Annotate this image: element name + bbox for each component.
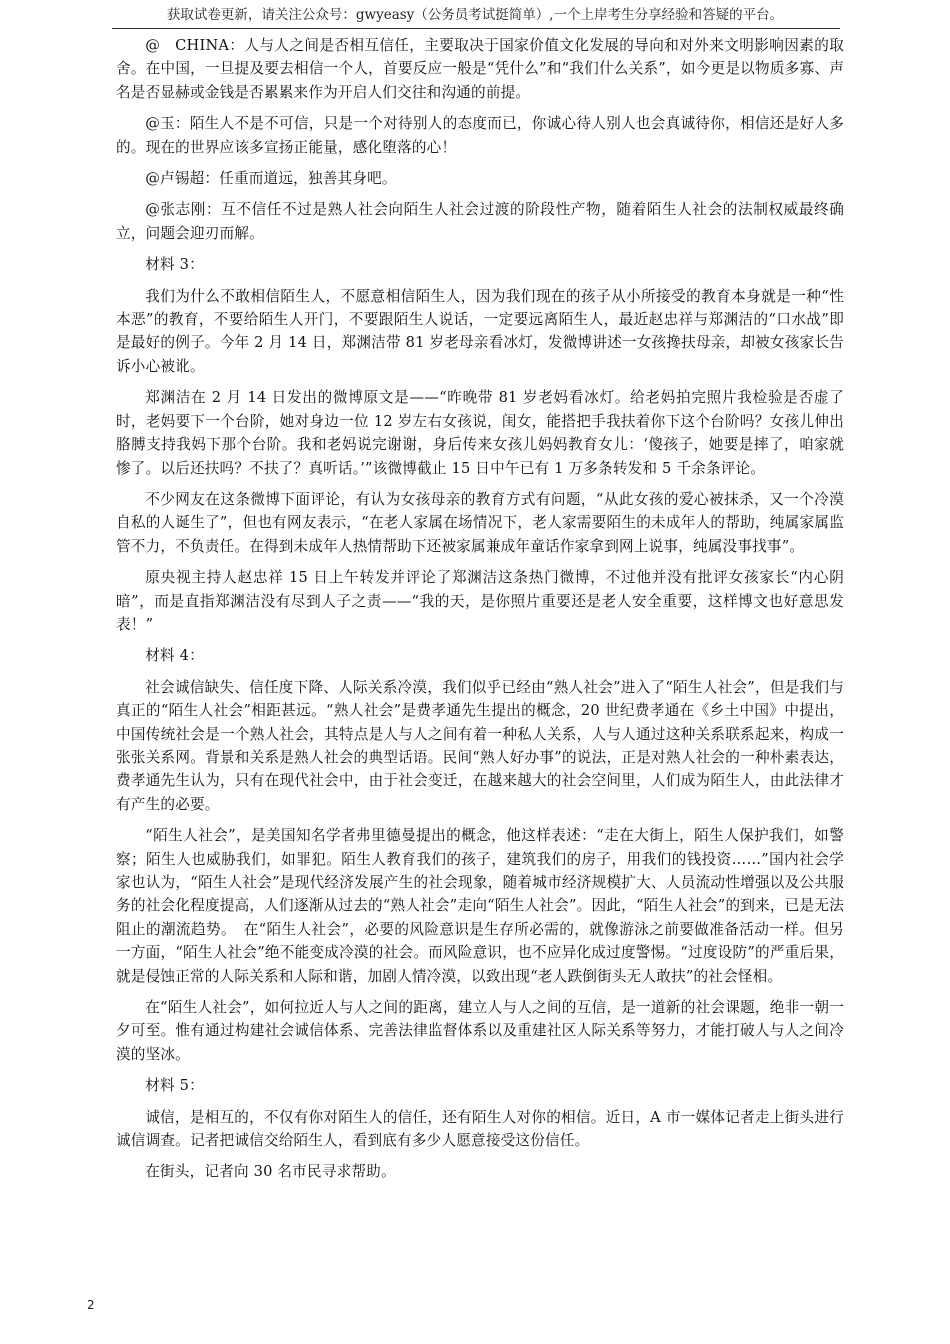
material-4-paragraph: 在“陌生人社会”，如何拉近人与人之间的距离，建立人与人之间的互信，是一道新的社会课题，绝非一朝一夕可至。惟有通过构建社会诚信体系、完善法律监督体系以及重建社区人际关系等努力，才能打破人与人之间冷漠的坚冰。 [116, 999, 844, 1063]
comment-yu: @玉：陌生人不是不可信，只是一个对待别人的态度而已，你诚心待人别人也会真诚待你，相信还是好人多的。现在的世界应该多宣扬正能量，感化堕落的心！ [116, 115, 844, 156]
material-3-paragraph: 我们为什么不敢相信陌生人，不愿意相信陌生人，因为我们现在的孩子从小所接受的教育本身就是一种“性本恶”的教育，不要给陌生人开门，不要跟陌生人说话，一定要远离陌生人，最近赵忠祥与郑渊洁的“口水战”即是最好的例子。今年 2 月 14 日，郑渊洁带 81 岁老母亲看冰灯，发微博讲述一女孩搀扶母亲，却被女孩家长告诉小心被讹。 [116, 287, 844, 375]
material-3-paragraph: 郑渊洁在 2 月 14 日发出的微博原文是——“昨晚带 81 岁老妈看冰灯。给老妈拍完照片我检验是否虚了时，老妈要下一个台阶，她对身边一位 12 岁左右女孩说，闺女，能搭把手我扶着你下这个台阶吗？女孩儿伸出胳膊支持我妈下那个台阶。我和老妈说完谢谢，身后传来女孩儿妈妈教育女儿：‘傻孩子，她要是摔了，咱家就惨了。以后还扶吗？不扶了？真听话。’”该微博截止 15 日中午已有 1 万多条转发和 5 千余条评论。 [116, 389, 844, 477]
material-5-paragraph: 诚信，是相互的，不仅有你对陌生人的信任，还有陌生人对你的相信。近日，A 市一媒体记者走上街头进行诚信调查。记者把诚信交给陌生人，看到底有多少人愿意接受这份信任。 [116, 1108, 844, 1150]
header-divider [112, 28, 840, 29]
material-4-paragraph: “陌生人社会”，是美国知名学者弗里德曼提出的概念，他这样表述：“走在大街上，陌生人保护我们，如警察；陌生人也威胁我们，如罪犯。陌生人教育我们的孩子，建筑我们的房子，用我们的钱投资……”国内社会学家也认为，“陌生人社会”是现代经济发展产生的社会现象，随着城市经济规模扩大、人员流动性增强以及公共服务的社会化程度提高，人们逐渐从过去的“熟人社会”走向“陌生人社会”。因此，“陌生人社会”的到来，已是无法阻止的潮流趋势。 在“陌生人社会”，必要的风险意识是生存所必需的，就像游泳之前要做准备活动一样。但另一方面，“陌生人社会”绝不能变成冷漠的社会。而风险意识，也不应异化成过度警惕。“过度设防”的严重后果，就是侵蚀正常的人际关系和人际和谐，加剧人情冷漠，以致出现“老人跌倒街头无人敢扶”的社会怪相。 [116, 827, 844, 985]
comment-zhang-zhigang: @张志刚：互不信任不过是熟人社会向陌生人社会过渡的阶段性产物，随着陌生人社会的法制权威最终确立，问题会迎刃而解。 [116, 201, 844, 242]
material-5-paragraph: 在街头，记者向 30 名市民寻求帮助。 [145, 1163, 396, 1181]
material-3-heading: 材料 3： [145, 256, 204, 274]
material-3-paragraph: 原央视主持人赵忠祥 15 日上午转发并评论了郑渊洁这条热门微博，不过他并没有批评女孩家长“内心阴暗”，而是直指郑渊洁没有尽到人子之责——“我的天，是你照片重要还是老人安全重要，这样博文也好意思发表！” [116, 569, 844, 633]
material-4-heading: 材料 4： [145, 647, 204, 665]
material-4-paragraph: 社会诚信缺失、信任度下降、人际关系冷漠，我们似乎已经由“熟人社会”进入了“陌生人社会”，但是我们与真正的“陌生人社会”相距甚远。“熟人社会”是费孝通先生提出的概念，20 世纪费孝通在《乡土中国》中提出，中国传统社会是一个熟人社会，其特点是人与人之间有着一种私人关系，人与人通过这种关系联系起来，构成一张张关系网。背景和关系是熟人社会的典型话语。民间“熟人好办事”的说法，正是对熟人社会的一种朴素表达，费孝通先生认为，只有在现代社会中，由于社会变迁，在越来越大的社会空间里，人们成为陌生人，由此法律才有产生的必要。 [116, 678, 844, 813]
material-3-paragraph: 不少网友在这条微博下面评论，有认为女孩母亲的教育方式有问题，“从此女孩的爱心被抹杀，又一个冷漠自私的人诞生了”，但也有网友表示，“在老人家属在场情况下，老人家需要陌生的未成年人的帮助，纯属家属监管不力，不负责任。在得到未成年人热情帮助下还被家属兼成年童话作家拿到网上说事，纯属没事找事”。 [116, 490, 844, 555]
document-body [116, 34, 844, 1192]
comment-china: @ CHINA：人与人之间是否相互信任，主要取决于国家价值文化发展的导向和对外来文明影响因素的取舍。在中国，一旦提及要去相信一个人，首要反应一般是“凭什么”和“我们什么关系”，如今更是以物质多寡、声名是否显赫或金钱是否累累来作为开启人们交往和沟通的前提。 [116, 37, 844, 101]
page-header: 获取试卷更新，请关注公众号：gwyeasy（公务员考试挺简单）,一个上岸考生分享经验和答疑的平台。 [166, 7, 784, 23]
comment-lu-xichao: @卢锡超：任重而道远，独善其身吧。 [145, 170, 397, 188]
material-5-heading: 材料 5： [145, 1077, 204, 1095]
page-number: 2 [87, 1298, 95, 1312]
